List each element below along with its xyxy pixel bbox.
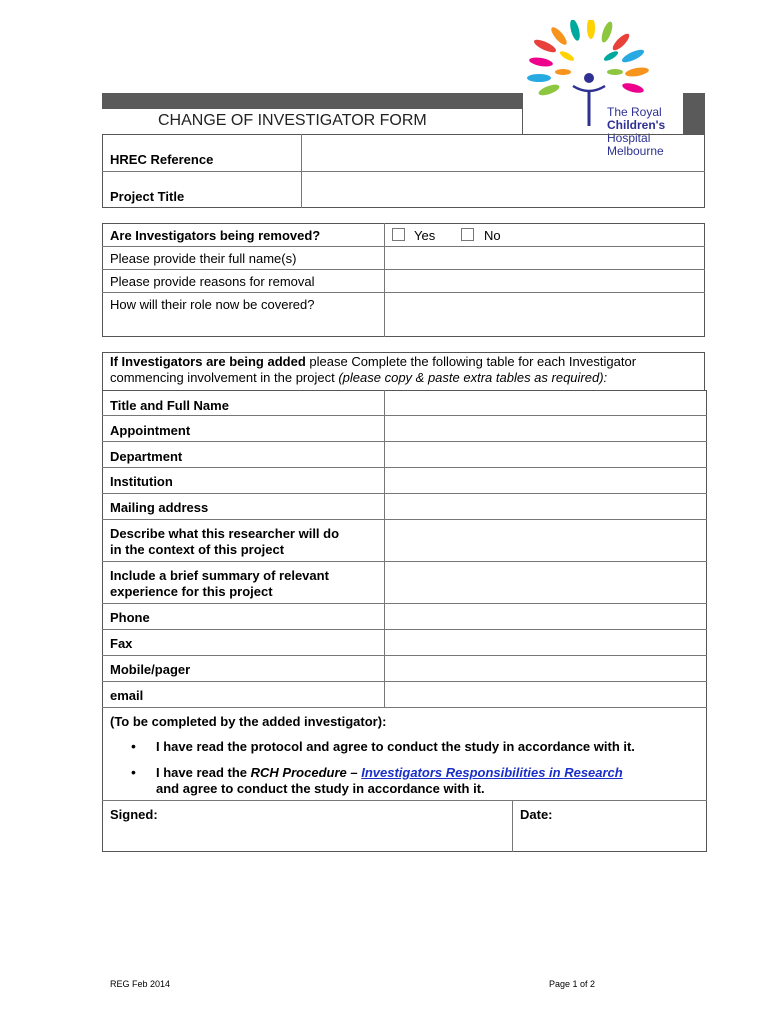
describe-label-line1: Describe what this researcher will do [110, 526, 340, 541]
title-name-input[interactable] [385, 391, 706, 415]
institution-input[interactable] [385, 468, 706, 493]
addition-intro-bold: If Investigators are being added [110, 354, 306, 369]
phone-input[interactable] [385, 604, 706, 629]
department-label: Department [110, 449, 183, 464]
declaration-item-2 [156, 765, 696, 781]
removed-names-label: Please provide their full name(s) [110, 251, 297, 266]
project-title-label: Project Title [110, 189, 185, 204]
addition-intro [110, 354, 702, 386]
role-coverage-label: How will their role now be covered? [110, 297, 315, 312]
declaration-item-1: I have read the protocol and agree to conduct the study in accordance with it. [156, 739, 635, 754]
phone-label: Phone [110, 610, 150, 625]
logo-text-2: Children's [607, 118, 666, 132]
experience-summary-input[interactable] [385, 562, 706, 603]
removal-question: Are Investigators being removed? [110, 228, 321, 243]
logo-text-4: Melbourne [607, 144, 664, 158]
fax-label: Fax [110, 636, 133, 651]
role-coverage-input[interactable] [385, 293, 704, 336]
mailing-address-label: Mailing address [110, 500, 209, 515]
department-input[interactable] [385, 442, 706, 467]
declaration-item-2-prefix: I have read the [156, 765, 251, 780]
signature-field[interactable] [103, 801, 512, 851]
yes-checkbox[interactable] [392, 228, 405, 241]
bullet-icon: • [131, 738, 136, 754]
declaration-item-2-suffix: and agree to conduct the study in accordance with it. [156, 781, 485, 796]
title-name-label: Title and Full Name [110, 398, 229, 413]
hrec-reference-input[interactable] [302, 135, 704, 171]
removed-names-input[interactable] [385, 247, 704, 269]
removal-reasons-input[interactable] [385, 270, 704, 292]
no-checkbox[interactable] [461, 228, 474, 241]
date-label: Date: [520, 807, 553, 822]
summary-label-line2: experience for this project [110, 584, 273, 599]
email-input[interactable] [385, 682, 706, 707]
mobile-input[interactable] [385, 656, 706, 681]
declaration-heading: (To be completed by the added investigator): [110, 714, 387, 729]
email-label: email [110, 688, 144, 703]
bullet-icon: • [131, 764, 136, 780]
form-title: CHANGE OF INVESTIGATOR FORM [158, 112, 427, 129]
yes-label: Yes [414, 228, 436, 243]
date-field[interactable] [513, 801, 706, 851]
addition-intro-italic: (please copy & paste extra tables as required): [338, 370, 608, 385]
describe-role-input[interactable] [385, 520, 706, 561]
no-label: No [484, 228, 501, 243]
appointment-label: Appointment [110, 423, 191, 438]
signed-label: Signed: [110, 807, 158, 822]
mailing-address-input[interactable] [385, 494, 706, 519]
rch-procedure-text: RCH Procedure – [250, 765, 362, 780]
institution-label: Institution [110, 474, 173, 489]
hrec-label: HREC Reference [110, 152, 214, 167]
addition-intro-text: please Complete the following table for each Investigator commencing involvement in the project [110, 354, 637, 385]
footer-page-number: Page 1 of 2 [549, 979, 596, 989]
logo-text-3: Hospital [607, 131, 651, 145]
describe-label-line2: in the context of this project [110, 542, 285, 557]
removal-reasons-label: Please provide reasons for removal [110, 274, 315, 289]
fax-input[interactable] [385, 630, 706, 655]
summary-label-line1: Include a brief summary of relevant [110, 568, 329, 583]
project-title-input[interactable] [302, 172, 704, 207]
mobile-label: Mobile/pager [110, 662, 191, 677]
investigators-responsibilities-link[interactable]: Investigators Responsibilities in Research [361, 765, 623, 780]
appointment-input[interactable] [385, 416, 706, 441]
logo-text-1: The Royal [607, 105, 662, 119]
footer-version: REG Feb 2014 [110, 979, 171, 989]
